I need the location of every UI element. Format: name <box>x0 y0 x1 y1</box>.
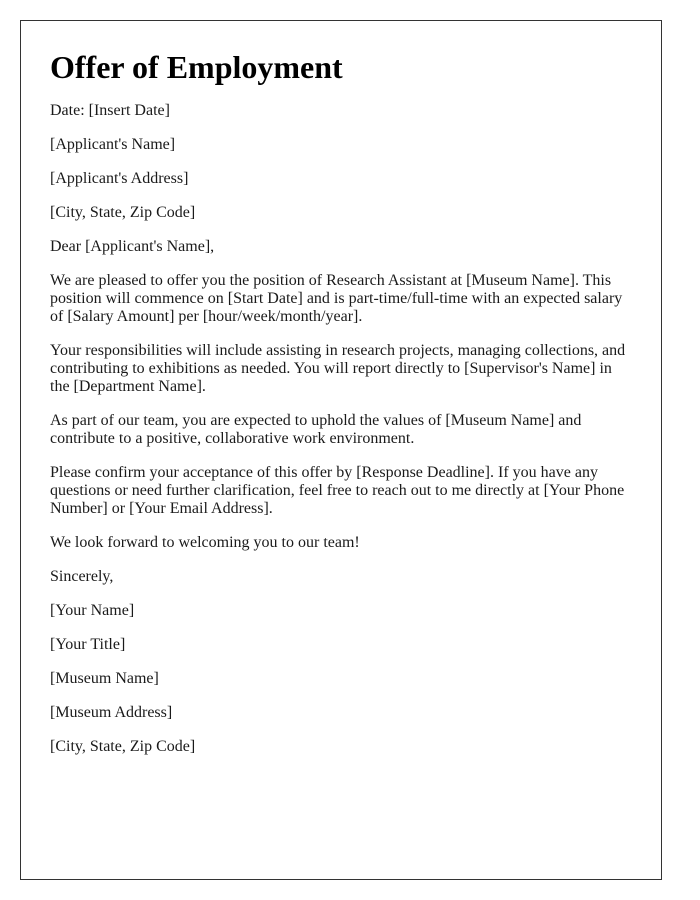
paragraph-values: As part of our team, you are expected to uphold the values of [Museum Name] and contribute to a positive, collaborative work environment. <box>50 412 582 447</box>
signature-name: [Your Name] <box>50 602 135 619</box>
signature-title: [Your Title] <box>50 636 126 653</box>
recipient-name: [Applicant's Name] <box>50 136 176 153</box>
paragraph-confirmation: Please confirm your acceptance of this offer by [Response Deadline]. If you have any questions or need further clarification, feel free to reach out to me directly at [Your Phone Number] or [Your Email Address]. <box>50 464 625 517</box>
paragraph-responsibilities: Your responsibilities will include assisting in research projects, managing collections, and contributing to exhibitions as needed. You will report directly to [Supervisor's Name] in the [Department Name]. <box>50 342 626 395</box>
signature-museum: [Museum Name] <box>50 670 159 687</box>
salutation: Dear [Applicant's Name], <box>50 238 215 255</box>
offer-letter <box>20 20 662 880</box>
signature-address: [Museum Address] <box>50 704 173 721</box>
signature-city-state-zip: [City, State, Zip Code] <box>50 738 196 755</box>
paragraph-position: We are pleased to offer you the position of Research Assistant at [Museum Name]. This position will commence on [Start Date] and is part-time/full-time with an expected salary of [Salary Amount] per [hour/week/month/year]. <box>50 272 623 325</box>
recipient-city-state-zip: [City, State, Zip Code] <box>50 204 196 221</box>
recipient-address: [Applicant's Address] <box>50 170 189 187</box>
date-line: Date: [Insert Date] <box>50 102 170 119</box>
paragraph-welcome: We look forward to welcoming you to our team! <box>50 534 360 551</box>
closing: Sincerely, <box>50 568 114 585</box>
letter-title: Offer of Employment <box>50 49 343 85</box>
